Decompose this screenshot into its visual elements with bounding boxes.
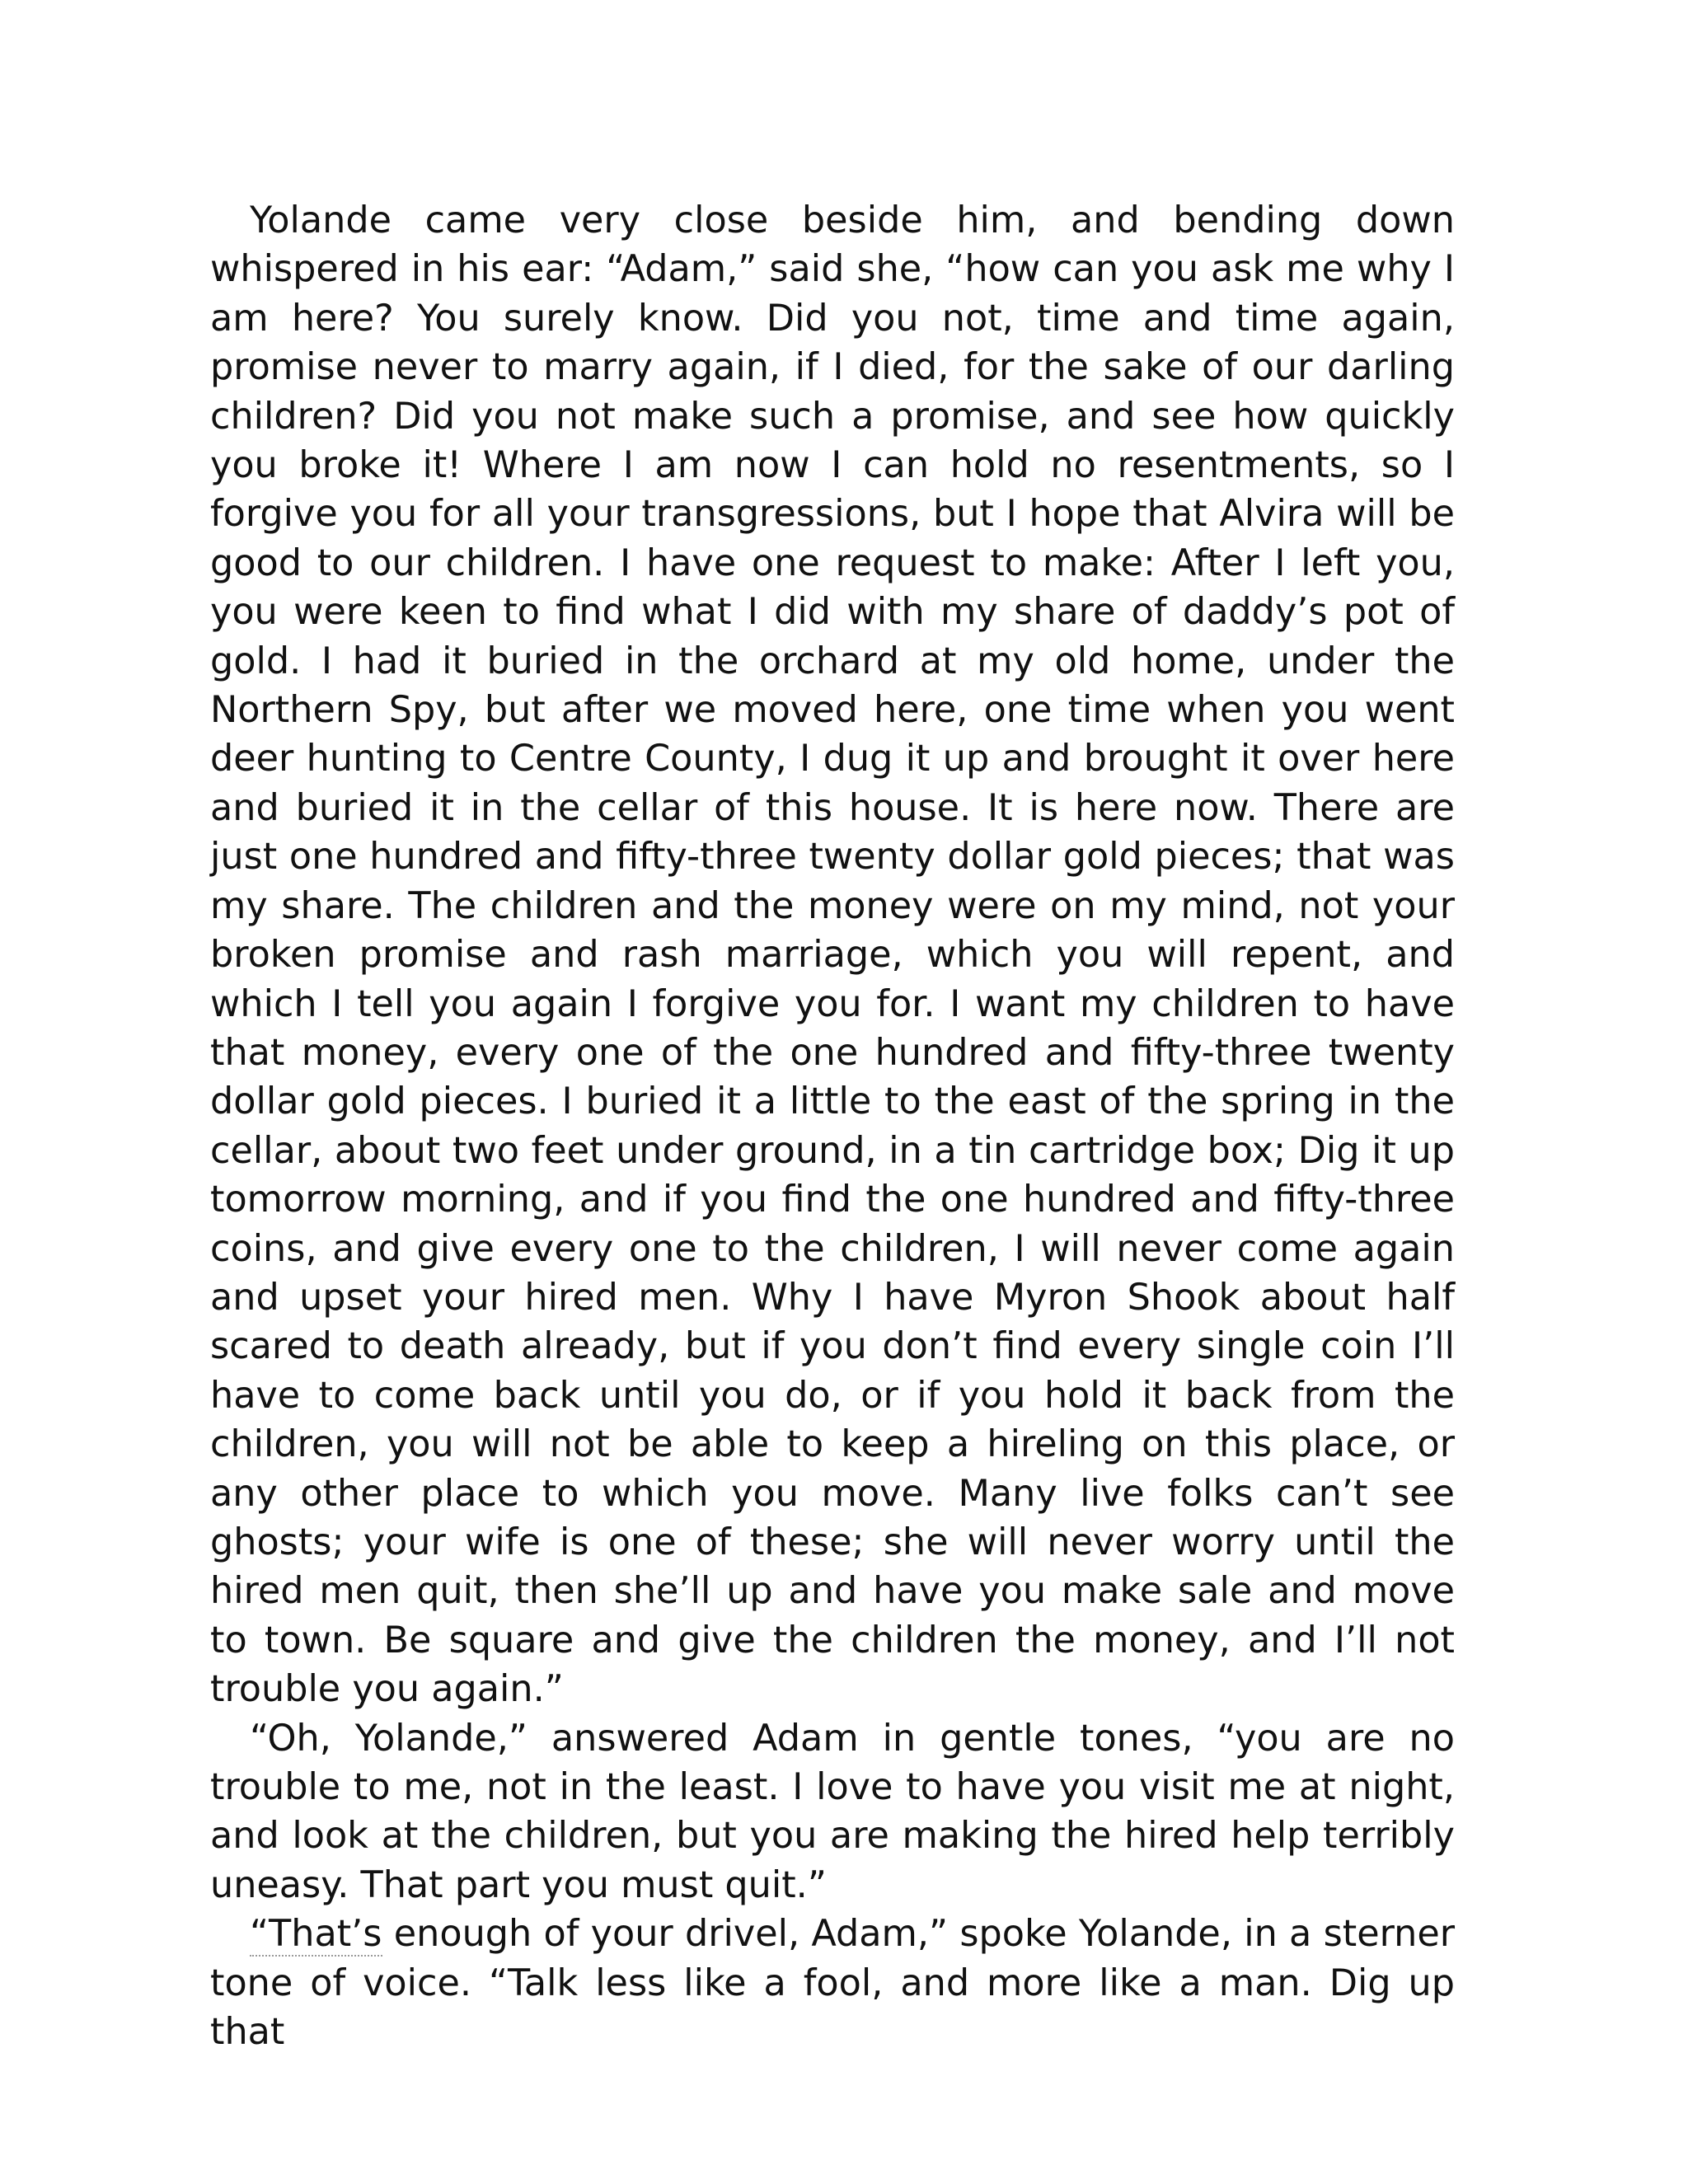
paragraph-1: Yolande came very close beside him, and bending down whispered in his ear: “Adam,” said she, “how can you ask me why I am here? You surely know. Did you not, time and time again, promise never to marry again, if I died, for the sake of our darling children? Did you not make such a promise, and see how quickly you broke it! Where I am now I can hold no resentments, so I forgive you for all your transgressions, but I hope that Alvira will be good to our children. I have one request to make: After I left you, you were keen to find what I did with my share of daddy’s pot of gold. I had it buried in the orchard at my old home, under the Northern Spy, but after we moved here, one time when you went deer hunting to Centre County, I dug it up and brought it over here and buried it in the cellar of this house. It is here now. There are just one hundred and fifty-three twenty dollar gold pieces; that was my share. The children and the money were on my mind, not your broken promise and rash marriage, which you will repent, and which I tell you again I forgive you for. I want my children to have that money, every one of the one hundred and fifty-three twenty dollar gold pieces. I buried it a little to the east of the spring in the cellar, about two feet under ground, in a tin cartridge box; Dig it up tomorrow morning, and if you find the one hundred and fifty-three coins, and give every one to the children, I will never come again and upset your hired men. Why I have Myron Shook about half scared to death already, but if you don’t find every single coin I’ll have to come back until you do, or if you hold it back from the children, you will not be able to keep a hireling on this place, or any other place to which you move. Many live folks can’t see ghosts; your wife is one of these; she will never worry until the hired men quit, then she’ll up and have you make sale and move to town. Be square and give the children the money, and I’ll not trouble you again.” [210, 199, 1455, 1711]
dotted-underlined-word: “That’s [250, 1913, 382, 1956]
paragraph-2: “Oh, Yolande,” answered Adam in gentle tones, “you are no trouble to me, not in the least. I love to have you visit me at night, and look at the children, but you are making the hired help terribly uneasy. That part you must quit.” [210, 1717, 1455, 1906]
paragraph-3-rest: enough of your drivel, Adam,” spoke Yolande, in a sterner tone of voice. “Talk less like a fool, and more like a man. Dig up that [210, 1913, 1455, 2054]
paragraph-3 [210, 1910, 1455, 2056]
body-text [210, 196, 1455, 2056]
